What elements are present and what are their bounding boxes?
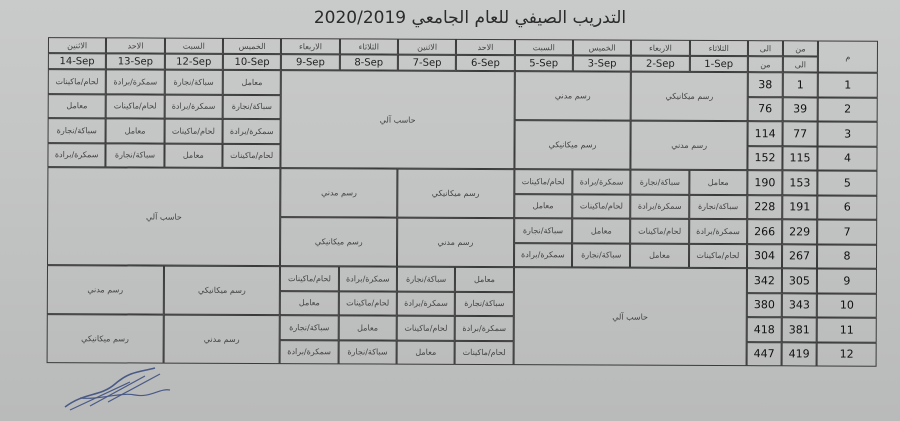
header-m: م — [818, 40, 878, 72]
row-number: 2 — [818, 97, 878, 122]
row-number: 9 — [817, 268, 877, 293]
header-date: 3-Sep — [573, 55, 631, 71]
row-to: 380 — [747, 293, 782, 318]
schedule-entry: معامل — [48, 94, 106, 119]
header-date: 14-Sep — [48, 53, 106, 69]
schedule-entry: سمكرة/برادة — [631, 194, 689, 219]
row-to: 304 — [747, 244, 782, 269]
row-number: 11 — [817, 317, 877, 342]
schedule-block-civil: رسم مدني — [163, 315, 280, 365]
schedule-entry: سباكة/نجارة — [455, 291, 513, 316]
row-number: 10 — [817, 293, 877, 318]
schedule-block-computer: حاسب آلي — [281, 70, 515, 169]
row-number: 1 — [818, 72, 878, 97]
row-from: 77 — [783, 121, 818, 146]
row-from: 153 — [782, 170, 817, 195]
header-date: 9-Sep — [281, 54, 339, 70]
header-day: الاربعاء — [631, 40, 689, 56]
header-day: الاحد — [106, 37, 164, 53]
schedule-entry: سباكة/نجارة — [572, 243, 630, 268]
schedule-block-civil: رسم مدني — [397, 218, 514, 268]
row-from: 381 — [782, 317, 817, 342]
row-from: 305 — [782, 268, 817, 293]
row-number: 12 — [817, 342, 877, 367]
schedule-entry: سمكرة/برادة — [280, 340, 338, 365]
schedule-entry: لحام/ماكينات — [222, 143, 280, 168]
header-day: الاحد — [456, 39, 514, 55]
row-to: 190 — [747, 170, 782, 195]
schedule-entry: معامل — [689, 170, 747, 195]
row-from: 39 — [783, 97, 818, 122]
schedule-entry: سباكة/نجارة — [631, 170, 689, 195]
header-date: 6-Sep — [456, 55, 514, 71]
row-from: 267 — [782, 244, 817, 269]
schedule-entry: سباكة/نجارة — [164, 70, 222, 95]
header-to-sub: من — [748, 56, 783, 72]
schedule-block-mech: رسم ميكانيكي — [47, 314, 164, 364]
header-from-sub: الى — [783, 56, 818, 72]
row-to: 447 — [747, 342, 782, 367]
schedule-block-mech: رسم ميكانيكي — [397, 169, 514, 219]
header-day: السبت — [515, 39, 573, 55]
schedule-block-mech: رسم ميكانيكي — [280, 217, 397, 267]
schedule-entry: لحام/ماكينات — [455, 340, 513, 365]
schedule-entry: معامل — [338, 315, 396, 340]
schedule-entry: سباكة/نجارة — [514, 218, 572, 243]
schedule-entry: لحام/ماكينات — [106, 94, 164, 119]
row-to: 152 — [747, 146, 782, 171]
row-from: 343 — [782, 293, 817, 318]
schedule-entry: معامل — [397, 340, 455, 365]
row-number: 6 — [817, 195, 877, 220]
schedule-block-mech: رسم ميكانيكي — [514, 120, 631, 170]
header-day: الخميس — [223, 38, 281, 54]
schedule-entry: لحام/ماكينات — [280, 266, 338, 291]
schedule-entry: معامل — [630, 243, 688, 268]
row-number: 4 — [817, 146, 877, 171]
row-from: 1 — [783, 72, 818, 97]
schedule-entry: لحام/ماكينات — [338, 291, 396, 316]
schedule-entry: سباكة/نجارة — [106, 143, 164, 168]
schedule-entry: سمكرة/برادة — [455, 316, 513, 341]
schedule-entry: سباكة/نجارة — [280, 315, 338, 340]
schedule-entry: سباكة/نجارة — [48, 118, 106, 143]
row-from: 419 — [782, 342, 817, 367]
schedule-entry: سمكرة/برادة — [164, 94, 222, 119]
schedule-entry: سمكرة/برادة — [339, 266, 397, 291]
schedule-block-computer: حاسب آلي — [513, 267, 747, 366]
schedule-entry: معامل — [164, 143, 222, 168]
row-to: 266 — [747, 219, 782, 244]
header-day: الثلاثاء — [340, 38, 398, 54]
schedule-entry: سباكة/نجارة — [338, 340, 396, 365]
schedule-block-computer: حاسب آلي — [47, 167, 281, 266]
header-day: الاثنين — [398, 39, 456, 55]
schedule-entry: سباكة/نجارة — [223, 94, 281, 119]
row-to: 342 — [747, 268, 782, 293]
schedule-entry: معامل — [455, 267, 513, 292]
schedule-block-civil: رسم مدني — [631, 121, 748, 171]
row-to: 228 — [747, 195, 782, 220]
row-from: 229 — [782, 219, 817, 244]
row-number: 8 — [817, 244, 877, 269]
header-day: الاثنين — [48, 37, 106, 53]
schedule-block-civil: رسم مدني — [281, 168, 398, 218]
schedule-block-civil: رسم مدني — [514, 71, 631, 121]
schedule-entry: معامل — [106, 118, 164, 143]
schedule-block-mech: رسم ميكانيكي — [163, 266, 280, 316]
row-number: 7 — [817, 219, 877, 244]
header-day: الثلاثاء — [690, 40, 748, 56]
schedule-entry: سباكة/نجارة — [397, 267, 455, 292]
handwritten-signature — [60, 362, 180, 414]
header-date: 8-Sep — [340, 54, 398, 70]
schedule-entry: لحام/ماكينات — [164, 119, 222, 144]
schedule-entry: سمكرة/برادة — [514, 243, 572, 268]
header-date: 5-Sep — [515, 55, 573, 71]
header-from: من — [783, 40, 818, 56]
header-date: 10-Sep — [223, 54, 281, 70]
schedule-entry: سمكرة/برادة — [397, 291, 455, 316]
row-from: 115 — [782, 146, 817, 171]
header-date: 2-Sep — [631, 56, 689, 72]
header-date: 12-Sep — [165, 54, 223, 70]
header-date: 1-Sep — [690, 56, 748, 72]
schedule-entry: معامل — [514, 194, 572, 219]
schedule-entry: لحام/ماكينات — [397, 316, 455, 341]
row-from: 191 — [782, 195, 817, 220]
schedule-block-civil: رسم مدني — [47, 265, 164, 315]
schedule-entry: سمكرة/برادة — [106, 69, 164, 94]
header-to: الى — [748, 40, 783, 56]
schedule-block-mech: رسم ميكانيكي — [631, 72, 748, 122]
row-to: 418 — [747, 317, 782, 342]
header-day: الخميس — [573, 39, 631, 55]
schedule-entry: لحام/ماكينات — [572, 194, 630, 219]
schedule-entry: سمكرة/برادة — [572, 169, 630, 194]
schedule-entry: لحام/ماكينات — [514, 169, 572, 194]
header-date: 7-Sep — [398, 55, 456, 71]
row-number: 5 — [817, 170, 877, 195]
header-date: 13-Sep — [106, 53, 164, 69]
schedule-entry: معامل — [572, 218, 630, 243]
header-day: الاربعاء — [281, 38, 339, 54]
page-title: التدريب الصيفي للعام الجامعي 2020/2019 — [313, 8, 627, 28]
row-to: 76 — [748, 97, 783, 122]
schedule-entry: لحام/ماكينات — [689, 243, 747, 268]
row-to: 38 — [748, 72, 783, 97]
schedule-entry: معامل — [280, 291, 338, 316]
schedule-table — [27, 37, 878, 367]
header-day: السبت — [165, 38, 223, 54]
schedule-entry: لحام/ماكينات — [48, 69, 106, 94]
schedule-entry: سمكرة/برادة — [47, 143, 105, 168]
row-number: 3 — [818, 121, 878, 146]
schedule-entry: سمكرة/برادة — [689, 219, 747, 244]
schedule-entry: لحام/ماكينات — [630, 219, 688, 244]
schedule-entry: معامل — [223, 70, 281, 95]
schedule-entry: سمكرة/برادة — [223, 119, 281, 144]
schedule-entry: سباكة/نجارة — [689, 194, 747, 219]
row-to: 114 — [748, 121, 783, 146]
